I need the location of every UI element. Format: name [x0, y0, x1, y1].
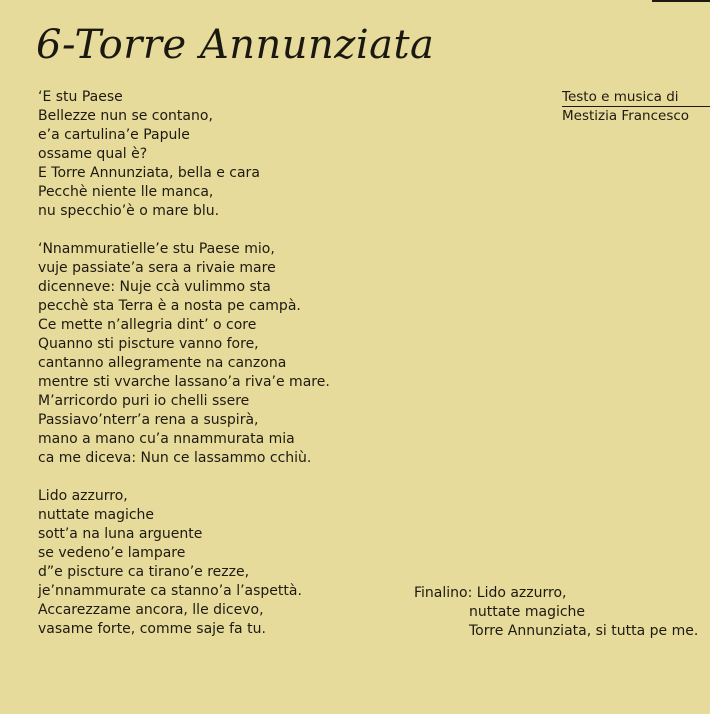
lyric-line: je’nnammurate ca stanno’a l’aspettà.	[38, 583, 302, 599]
stanza-2	[38, 240, 398, 468]
lyric-line: se vedeno’e lampare	[38, 545, 186, 561]
finalino-label: Finalino:	[414, 585, 473, 601]
lyric-line: dicenneve: Nuje ccà vulimmo sta	[38, 279, 271, 295]
lyric-line: nuttate magiche	[38, 507, 155, 523]
lyric-line: ‘Nnammuratielle’e stu Paese mio,	[38, 241, 275, 257]
song-title: 6-Torre Annunziata	[36, 22, 435, 68]
lyric-line: M’arricordo puri io chelli ssere	[38, 393, 250, 409]
finalino-line: Torre Annunziata, si tutta pe me.	[469, 623, 699, 639]
lyric-line: Lido azzurro,	[38, 488, 128, 504]
stanza-1	[38, 88, 398, 221]
lyric-line: ‘E stu Paese	[38, 89, 123, 105]
lyric-line: Quanno sti piscture vanno fore,	[38, 336, 259, 352]
lyric-line: cantanno allegramente na canzona	[38, 355, 287, 371]
lyric-line: vasame forte, comme saje fa tu.	[38, 621, 266, 637]
lyric-line: Passiavo’nterr’a rena a suspirà,	[38, 412, 259, 428]
lyric-line: Pecchè niente lle manca,	[38, 184, 214, 200]
lyrics	[38, 88, 398, 658]
lyric-line: mano a mano cu’a nnammurata mia	[38, 431, 295, 447]
finalino-line: nuttate magiche	[469, 604, 586, 620]
finalino	[414, 584, 698, 641]
stanza-3	[38, 487, 398, 639]
lyric-line: d”e piscture ca tirano’e rezze,	[38, 564, 250, 580]
lyric-line: Accarezzame ancora, lle dicevo,	[38, 602, 264, 618]
lyric-line: pecchè sta Terra è a nosta pe campà.	[38, 298, 301, 314]
lyric-line: E Torre Annunziata, bella e cara	[38, 165, 260, 181]
lyric-line: nu specchio’è o mare blu.	[38, 203, 220, 219]
credits	[562, 88, 710, 125]
credits-label: Testo e musica di	[562, 88, 710, 107]
lyric-line: Ce mette n’allegria dint’ o core	[38, 317, 257, 333]
lyric-line: ossame qual è?	[38, 146, 148, 162]
lyric-line: e’a cartulina’e Papule	[38, 127, 190, 143]
lyric-line: Bellezze nun se contano,	[38, 108, 213, 124]
credits-author: Mestizia Francesco	[562, 108, 690, 124]
lyric-line: mentre sti vvarche lassano’a riva’e mare.	[38, 374, 330, 390]
lyric-line: vuje passiate’a sera a rivaie mare	[38, 260, 276, 276]
lyric-line: sott’a na luna arguente	[38, 526, 203, 542]
lyric-line: ca me diceva: Nun ce lassammo cchiù.	[38, 450, 312, 466]
finalino-line: Lido azzurro,	[476, 585, 567, 601]
top-rule	[652, 0, 710, 2]
